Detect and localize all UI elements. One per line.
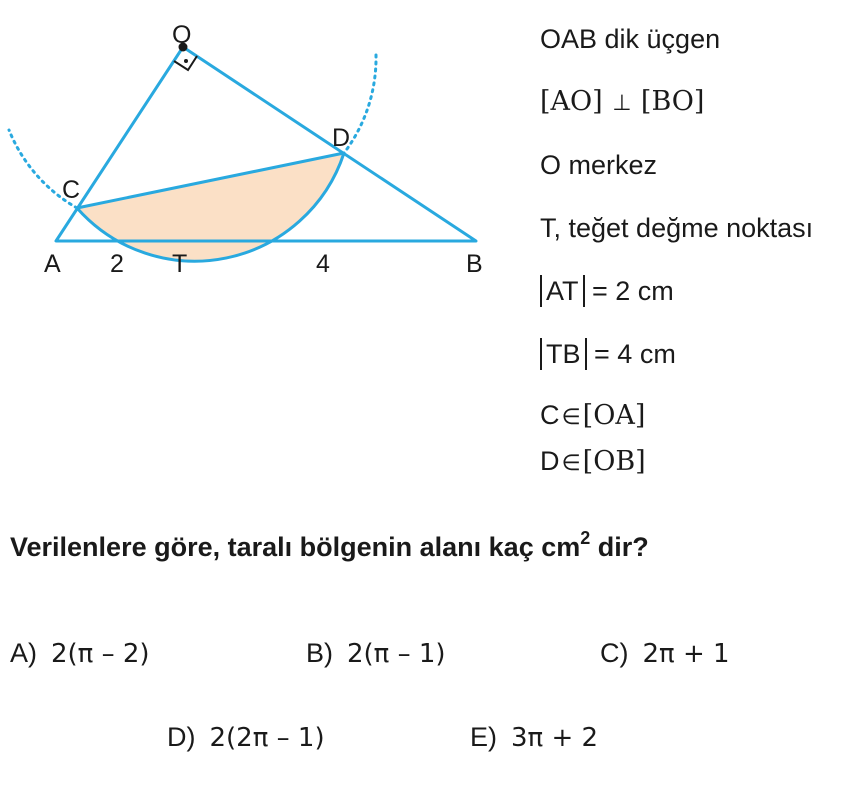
segment-bo: [BO]	[640, 86, 705, 117]
question-text	[10, 530, 649, 563]
segment-ob: [OB]	[582, 446, 646, 477]
given-d-on-ob	[540, 444, 646, 481]
shaded-region	[77, 153, 344, 261]
given-tangent-text: T, teğet değme noktası	[540, 213, 814, 243]
point-d: D	[540, 446, 560, 476]
given-c-on-oa	[540, 398, 645, 435]
option-b[interactable]	[306, 638, 446, 669]
question-end: dir?	[590, 532, 649, 562]
option-e-letter: E)	[470, 722, 497, 752]
label-t: T	[172, 250, 188, 278]
question-superscript: 2	[580, 528, 591, 548]
option-c-letter: C)	[600, 638, 629, 668]
option-a-value: 2(π – 2)	[51, 639, 150, 669]
given-at-length	[540, 274, 674, 308]
option-e[interactable]	[470, 722, 598, 753]
option-b-letter: B)	[306, 638, 333, 668]
point-c: C	[540, 400, 560, 430]
tb-value: = 4 cm	[594, 339, 676, 369]
option-d-value: 2(2π – 1)	[209, 723, 325, 753]
label-c: C	[62, 176, 81, 204]
option-d-letter: D)	[167, 722, 196, 752]
option-c[interactable]	[600, 638, 730, 669]
given-right-triangle	[540, 22, 720, 56]
abs-tb: TB	[540, 338, 587, 370]
element-of-symbol-d: ∈	[561, 451, 581, 476]
perpendicular-symbol: ⊥	[612, 91, 632, 116]
option-b-value: 2(π – 1)	[347, 639, 446, 669]
element-of-symbol-c: ∈	[561, 405, 581, 430]
question-main: Verilenlere göre, taralı bölgenin alanı kaç cm	[10, 532, 581, 562]
segment-oa: [OA]	[582, 400, 646, 431]
at-value: = 2 cm	[592, 276, 674, 306]
given-perpendicular	[540, 84, 704, 121]
abs-at: AT	[540, 275, 585, 307]
given-center	[540, 148, 657, 182]
label-a: A	[44, 250, 61, 278]
option-a[interactable]	[10, 638, 150, 669]
label-at-length: 2	[110, 250, 124, 278]
option-c-value: 2π + 1	[642, 639, 730, 669]
option-d[interactable]	[167, 722, 325, 753]
segment-ao: [AO]	[540, 86, 603, 117]
given-line1-text: OAB dik üçgen	[540, 24, 721, 54]
given-tangent	[540, 211, 813, 245]
label-d: D	[332, 124, 351, 152]
option-a-letter: A)	[10, 638, 37, 668]
option-e-value: 3π + 2	[511, 723, 599, 753]
given-tb-length	[540, 337, 676, 371]
label-o: O	[172, 21, 192, 49]
geometry-figure	[0, 0, 520, 300]
label-b: B	[466, 250, 483, 278]
right-angle-dot	[184, 59, 188, 63]
given-center-text: O merkez	[540, 150, 658, 180]
label-tb-length: 4	[316, 250, 330, 278]
